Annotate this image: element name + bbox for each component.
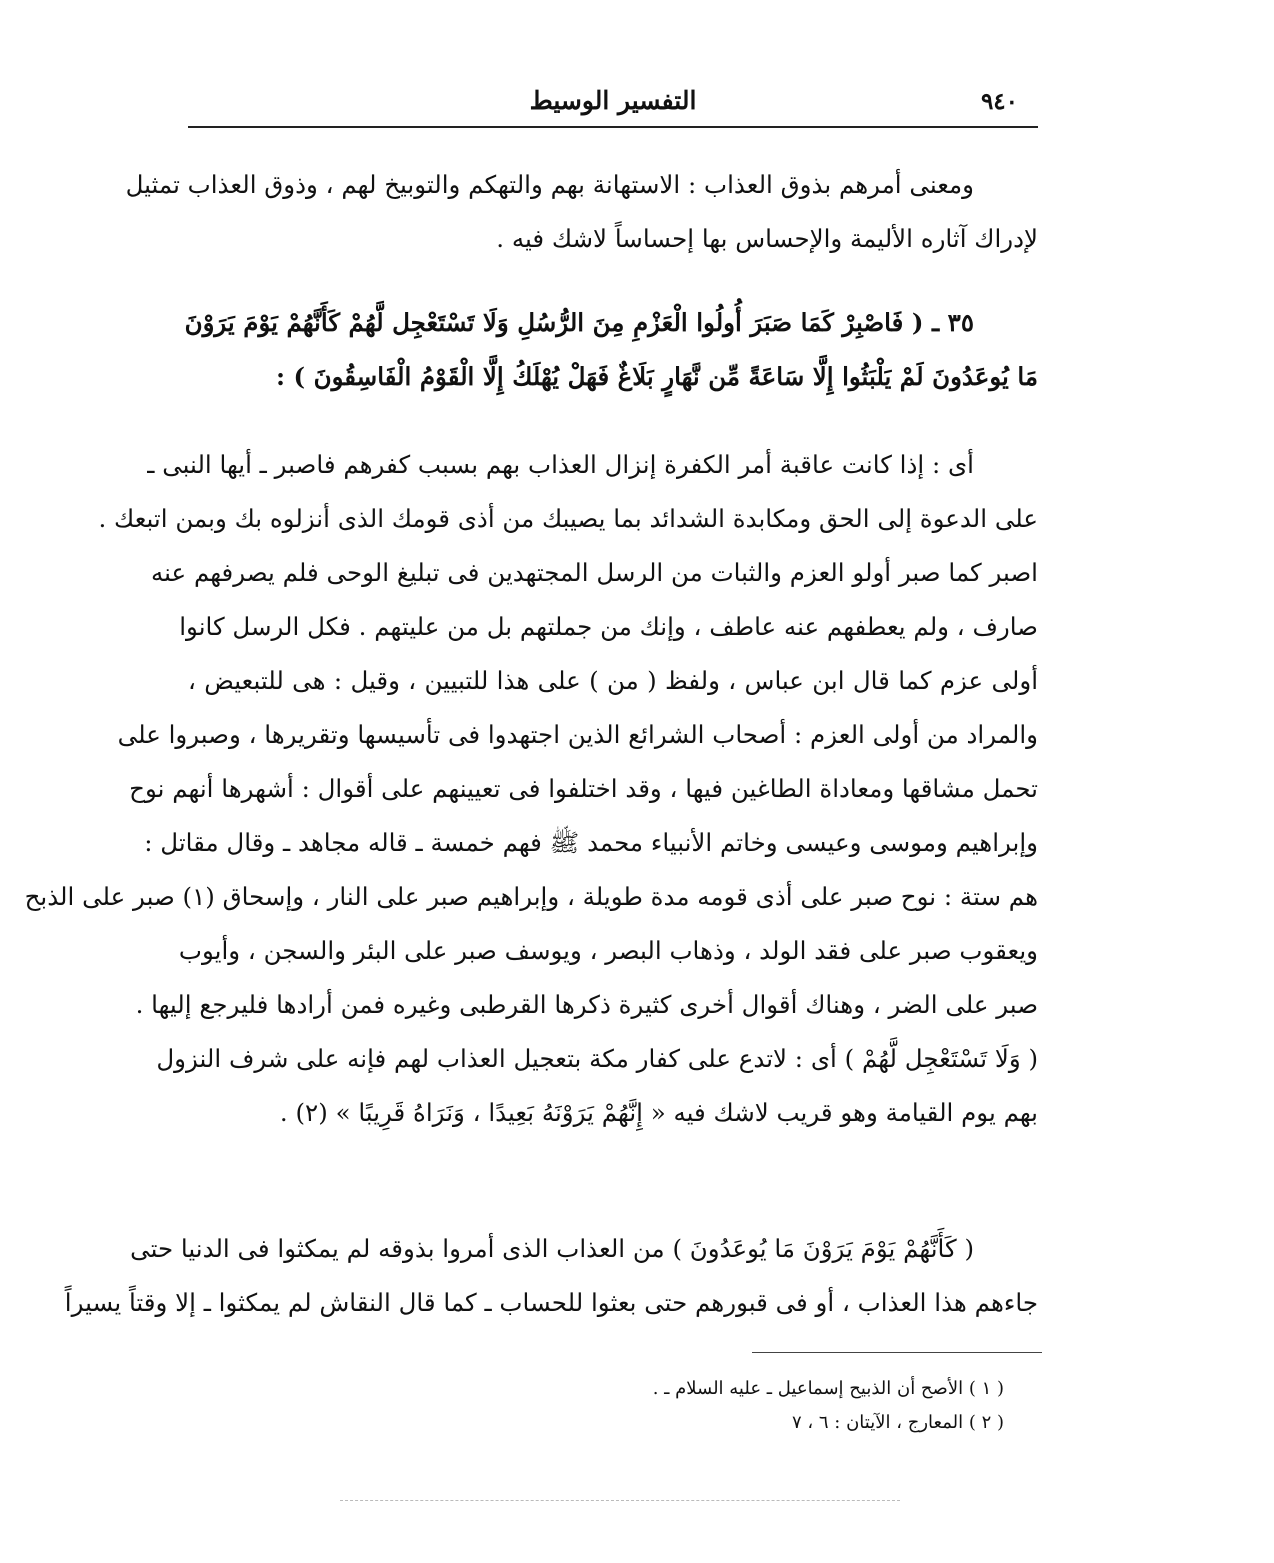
- footnotes: [560, 1372, 1004, 1440]
- bottom-divider: [340, 1500, 900, 1501]
- page-header: [188, 82, 1038, 122]
- text-line: لإدراك آثاره الأليمة والإحساس بها إحساساً لاشك فيه .: [496, 224, 1038, 253]
- text-line: أولى عزم كما قال ابن عباس ، ولفظ ( من ) على هذا للتبيين ، وقيل : هى للتبعيض ،: [188, 666, 1038, 695]
- footnote-2: ( ٢ ) المعارج ، الآيتان : ٦ ، ٧: [791, 1412, 1004, 1433]
- paragraph-3: [64, 1222, 1038, 1330]
- text-line: ويعقوب صبر على فقد الولد ، وذهاب البصر ، ويوسف صبر على البئر والسجن ، وأيوب: [178, 936, 1038, 965]
- page-title: التفسير الوسيط: [529, 86, 697, 115]
- text-line: ومعنى أمرهم بذوق العذاب : الاستهانة بهم والتهكم والتوبيخ لهم ، وذوق العذاب تمثيل: [125, 170, 974, 199]
- text-line: صارف ، ولم يعطفهم عنه عاطف ، وإنك من جملتهم بل من عليتهم . فكل الرسل كانوا: [179, 612, 1038, 641]
- footnote-1: ( ١ ) الأصح أن الذبيح إسماعيل ـ عليه السلام ـ .: [652, 1378, 1004, 1399]
- verse-line: مَا يُوعَدُونَ لَمْ يَلْبَثُوا إِلَّا سَاعَةً مِّن نَّهَارٍ بَلَاغٌ فَهَلْ يُهْلَكُ إِلَّا الْقَوْمُ الْفَاسِقُونَ ) :: [275, 362, 1038, 391]
- text-line: صبر على الضر ، وهناك أقوال أخرى كثيرة ذكرها القرطبى وغيره فمن أرادها فليرجع إليها .: [135, 990, 1038, 1019]
- footnote-divider: [752, 1352, 1042, 1353]
- text-line: هم ستة : نوح صبر على أذى قومه مدة طويلة ، وإبراهيم صبر على النار ، وإسحاق (١) صبر على الذبح: [24, 882, 1038, 911]
- paragraph-1: [125, 158, 1038, 266]
- text-line: ( كَأَنَّهُمْ يَوْمَ يَرَوْنَ مَا يُوعَدُونَ ) من العذاب الذى أمروا بذوقه لم يمكثوا فى الدنيا حتى: [130, 1234, 974, 1263]
- text-line: ( وَلَا تَسْتَعْجِل لَّهُمْ ) أى : لاتدع على كفار مكة بتعجيل العذاب لهم فإنه على شرف النزول: [156, 1044, 1038, 1073]
- header-divider: [188, 126, 1038, 128]
- text-line: جاءهم هذا العذاب ، أو فى قبورهم حتى بعثوا للحساب ـ كما قال النقاش لم يمكثوا ـ إلا وقتاً يسيراً: [64, 1288, 1038, 1317]
- text-line: بهم يوم القيامة وهو قريب لاشك فيه « إِنَّهُمْ يَرَوْنَهُ بَعِيدًا ، وَنَرَاهُ قَرِيبًا » (٢) .: [279, 1098, 1038, 1127]
- text-line: وإبراهيم وموسى وعيسى وخاتم الأنبياء محمد ﷺ فهم خمسة ـ قاله مجاهد ـ وقال مقاتل :: [144, 828, 1038, 857]
- text-line: اصبر كما صبر أولو العزم والثبات من الرسل المجتهدين فى تبليغ الوحى فلم يصرفهم عنه: [151, 558, 1038, 587]
- text-line: أى : إذا كانت عاقبة أمر الكفرة إنزال العذاب بهم بسبب كفرهم فاصبر ـ أيها النبى ـ: [147, 450, 974, 479]
- verse-line: ٣٥ ـ ( فَاصْبِرْ كَمَا صَبَرَ أُولُوا الْعَزْمِ مِنَ الرُّسُلِ وَلَا تَسْتَعْجِل لَّهُمْ كَأَنَّهُمْ يَوْمَ يَرَوْنَ: [184, 308, 974, 337]
- page-number: ٩٤٠: [980, 88, 1018, 115]
- text-line: على الدعوة إلى الحق ومكابدة الشدائد بما يصيبك من أذى قومك الذى أنزلوه بك وبمن اتبعك .: [98, 504, 1038, 533]
- text-line: تحمل مشاقها ومعاداة الطاغين فيها ، وقد اختلفوا فى تعيينهم على أقوال : أشهرها أنهم نوح: [129, 774, 1038, 803]
- text-line: والمراد من أولى العزم : أصحاب الشرائع الذين اجتهدوا فى تأسيسها وتقريرها ، وصبروا على: [117, 720, 1038, 749]
- paragraph-2: [24, 438, 1038, 1140]
- quran-verse: [184, 296, 1038, 404]
